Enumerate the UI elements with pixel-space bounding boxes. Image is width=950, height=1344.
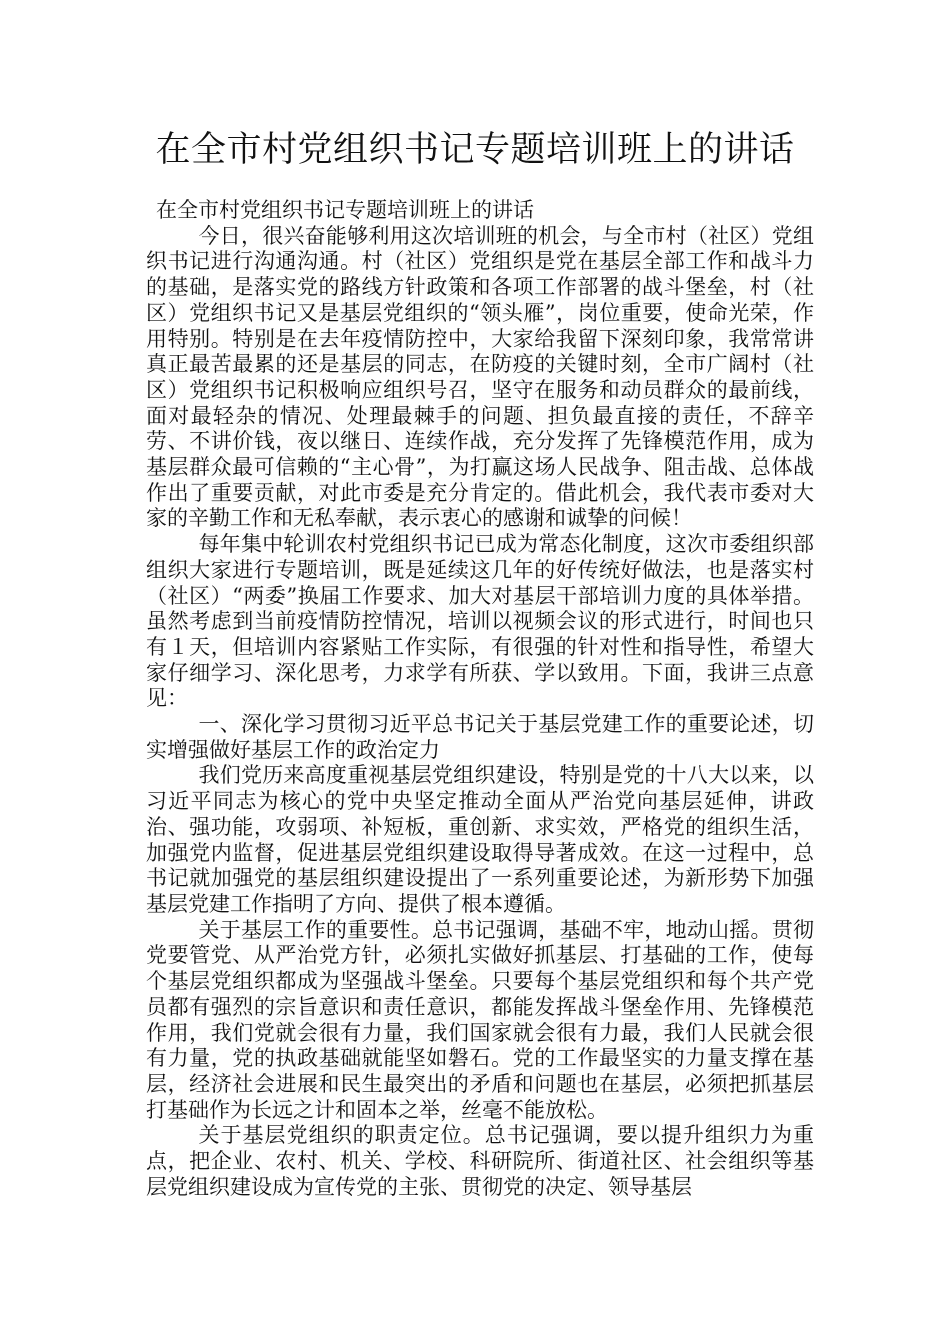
document-body: [146, 198, 814, 1200]
paragraph-grassroots-importance: 关于基层工作的重要性。总书记强调，基础不牢，地动山摇。贯彻党要管党、从严治党方针，必须扎实做好抓基层、打基础的工作，使每个基层党组织都成为坚强战斗堡垒。只要每个基层党组织和每个共产党员都有强烈的宗旨意识和责任意识，都能发挥战斗堡垒作用、先锋模范作用，我们党就会很有力量，我们国家就会很有力最，我们人民就会很有力量，党的执政基础就能坚如磐石。党的工作最坚实的力量支撑在基层，经济社会进展和民生最突出的矛盾和问题也在基层，必须把抓基层打基础作为长远之计和固本之举，丝毫不能放松。: [146, 917, 814, 1122]
paragraph-duty-positioning: 关于基层党组织的职责定位。总书记强调，要以提升组织力为重点，把企业、农村、机关、学校、科研院所、街道社区、社会组织等基层党组织建设成为宣传党的主张、贯彻党的决定、领导基层: [146, 1123, 814, 1199]
section-heading-one: 一、深化学习贯彻习近平总书记关于基层党建工作的重要论述，切实增强做好基层工作的政治定力: [146, 712, 814, 762]
paragraph-party-building: 我们党历来高度重视基层党组织建设，特别是党的十八大以来，以习近平同志为核心的党中央坚定推动全面从严治党向基层延伸，讲政治、强功能，攻弱项、补短板，重创新、求实效，严格党的组织生活，加强党内监督，促进基层党组织建设取得导著成效。在这一过程中，总书记就加强党的基层组织建设提出了一系列重要论述，为新形势下加强基层党建工作指明了方向、提供了根本遵循。: [146, 763, 814, 916]
paragraph-opening: 今日，很兴奋能够利用这次培训班的机会，与全市村（社区）党组织书记进行沟通沟通。村（社区）党组织是党在基层全部工作和战斗力的基础，是落实党的路线方针政策和各项工作部署的战斗堡垒，村（社区）党组织书记又是基层党组织的“领头雁”，岗位重要，使命光荣，作用特别。特别是在去年疫情防控中，大家给我留下深刻印象，我常常讲真正最苦最累的还是基层的同志，在防疫的关键时刻，全市广阔村（社区）党组织书记积极响应组织号召，坚守在服务和动员群众的最前线，面对最轻杂的情况、处理最棘手的问题、担负最直接的责任，不辞辛劳、不讲价钱，夜以继日、连续作战，充分发挥了先锋模范作用，成为基层群众最可信赖的“主心骨”，为打赢这场人民战争、阻击战、总体战作出了重要贡献，对此市委是充分肯定的。借此机会，我代表市委对大家的辛勤工作和无私奉献，表示衷心的感谢和诚挚的问候！: [146, 223, 814, 531]
paragraph-training: 每年集中轮训农村党组织书记已成为常态化制度，这次市委组织部组织大家进行专题培训，既是延续这几年的好传统好做法，也是落实村（社区）“两委”换届工作要求、加大对基层干部培训力度的具体举措。虽然考虑到当前疫情防控情况，培训以视频会议的形式进行，时间也只有１天，但培训内容紧贴工作实际，有很强的针对性和指导性，希望大家仔细学习、深化思考，力求学有所获、学以致用。下面，我讲三点意见：: [146, 532, 814, 711]
document-title: 在全市村党组织书记专题培训班上的讲话: [155, 130, 795, 170]
document-subtitle: 在全市村党组织书记专题培训班上的讲话: [156, 198, 534, 222]
